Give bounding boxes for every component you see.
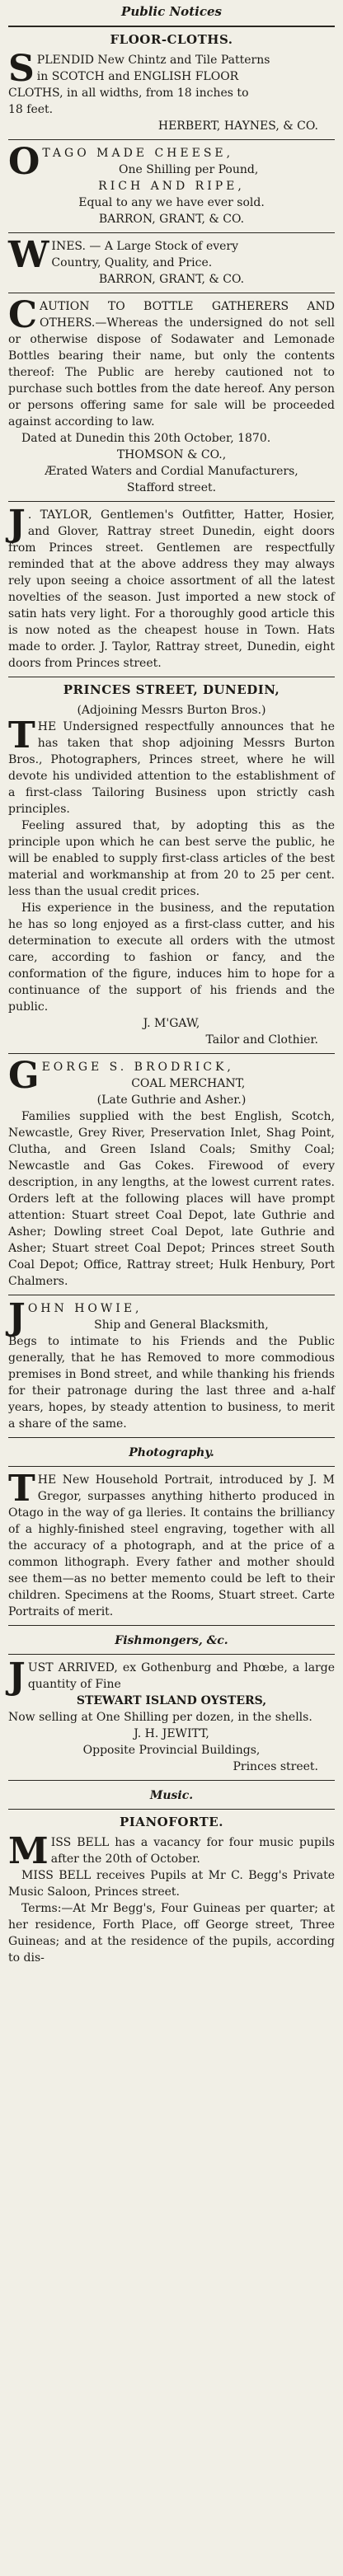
ad-line: TAGO MADE CHEESE, [42, 147, 234, 160]
ad-household-portrait [8, 1468, 335, 1620]
ad-line: INES. — A Large Stock of every [51, 240, 239, 253]
ad-title: PIANOFORTE. [120, 1815, 223, 1829]
drop-cap: W [8, 234, 49, 276]
drop-cap: T [8, 1468, 35, 1510]
ad-signature: HERBERT, HAYNES, & CO. [157, 119, 318, 133]
page-header: Public Notices [121, 4, 222, 19]
ad-floor-cloths [8, 32, 335, 134]
ad-body: AUTION TO BOTTLE GATHERERS AND OTHERS.—Whereas the undersigned do not sell or otherwise dispose of Sodawater and Lemonade Bottles bearing their name, but only the contents thereof: The Public are hereby cautioned not to purchase such bottles from the date hereof. Any person or persons offering same for sale will be proceeded against according to law. [8, 300, 335, 429]
drop-cap: C [8, 294, 38, 336]
drop-cap: M [8, 1830, 49, 1872]
drop-cap: J [8, 1656, 26, 1698]
ad-line: PLENDID New Chintz and Tile Patterns [36, 54, 270, 67]
ad-signature: Opposite Provincial Buildings, [82, 1744, 261, 1757]
section-rule [8, 1654, 335, 1655]
ad-signature: J. M'GAW, [143, 1017, 200, 1030]
ad-paragraph: MISS BELL receives Pupils at Mr C. Begg's Private Music Saloon, Princes street. [8, 1869, 335, 1899]
ad-caution-bottles [8, 294, 335, 496]
ad-paragraph: His experience in the business, and the reputation he has so long enjoyed as a first-class cutter, and his determination to execute all orders with the utmost care, according to fashion or fancy, and the conformation of the figure, induces him to hope for a continuance of the support of his friends and the public. [8, 902, 335, 1014]
ad-signature: Tailor and Clothier. [205, 1033, 318, 1047]
ad-body: Families supplied with the best English, Scotch, Newcastle, Grey River, Preservation Inlet, Shag Point, Clutha, and Green Island Coals; Smithy Coal; Newcastle and Gas Cokes. Firewood of every description, in any lengths, at the lowest current rates. Orders left at the following places will have prompt attention: Stuart street Coal Depot, late Guthrie and Asher; Dowling street Coal Depot, late Guthrie and Asher; Stuart street Coal Depot; Princes street South Coal Depot; Office, Rattray street; Hulk Henbury, Port Chalmers. [8, 1110, 335, 1288]
ad-subtitle: (Adjoining Messrs Burton Bros.) [77, 704, 266, 717]
ad-signature: BARRON, GRANT, & CO. [98, 273, 245, 286]
ad-mgaw-tailor [8, 682, 335, 1048]
ad-line: (Late Guthrie and Asher.) [96, 1094, 247, 1107]
ad-line: COAL MERCHANT, [131, 1077, 246, 1090]
ad-title: PRINCES STREET, DUNEDIN, [63, 682, 280, 697]
ad-body: Now selling at One Shilling per dozen, in the shells. [8, 1711, 312, 1724]
ad-body: HE New Household Portrait, introduced by J. M Gregor, surpasses anything hitherto produced in Otago in the way of ga lleries. It contains the brilliancy of a highly-finished steel engraving, together with all the accuracy of a photograph, and at the price of a common lithograph. Every father and mother should see them—as no better memento could be left to their children. Specimens at the Rooms, Stuart street. Carte Portraits of merit. [8, 1473, 335, 1618]
ad-dated: Dated at Dunedin this 20th October, 1870. [21, 432, 271, 445]
ad-rule [8, 1625, 335, 1626]
ad-brodrick-coal [8, 1055, 335, 1290]
ad-line: UST ARRIVED, ex Gothenburg and Phœbe, a large quantity of Fine [27, 1661, 335, 1691]
section-heading: Fishmongers, &c. [115, 1634, 228, 1647]
ad-signature: BARRON, GRANT, & CO. [98, 213, 245, 226]
ad-paragraph: ISS BELL has a vacancy for four music pupils after the 20th of October. [50, 1836, 335, 1866]
section-rule [8, 1809, 335, 1810]
ad-rule [8, 1437, 335, 1438]
drop-cap: J [8, 1296, 26, 1338]
ad-paragraph: Terms:—At Mr Begg's, Four Guineas per quarter; at her residence, Forth Place, off George street, Three Guineas; and at the residence of the pupils, according to dis- [8, 1902, 335, 1965]
ad-line: in SCOTCH and ENGLISH FLOOR [36, 70, 239, 83]
ad-rule [8, 139, 335, 140]
ad-otago-cheese [8, 141, 335, 227]
header-rule [8, 26, 335, 27]
ad-body: Begs to intimate to his Friends and the Public generally, that he has Removed to more commodious premises in Bond street, and while thanking his friends for their patronage during the last three and a-half years, hopes, by steady attention to business, to merit a share of the same. [8, 1335, 335, 1431]
drop-cap: G [8, 1055, 40, 1097]
ad-howie-blacksmith [8, 1296, 335, 1432]
drop-cap: J [8, 503, 26, 545]
ad-paragraph: Feeling assured that, by adopting this as the principle upon which he can best serve the public, he will be enabled to supply first-class articles of the best material and workmanship at from 20 to 25 per cent. less than the usual credit prices. [8, 819, 335, 898]
ad-stewart-oysters [8, 1656, 335, 1775]
ad-signature: Princes street. [233, 1760, 318, 1773]
ad-line: RICH AND RIPE, [98, 180, 245, 193]
section-rule [8, 1466, 335, 1467]
ad-line: Ship and General Blacksmith, [94, 1318, 269, 1332]
drop-cap: S [8, 48, 35, 90]
ad-line: STEWART ISLAND OYSTERS, [76, 1694, 267, 1707]
ad-line: CLOTHS, in all widths, from 18 inches to [8, 87, 249, 100]
ad-line: 18 feet. [8, 103, 54, 116]
ad-signature: Stafford street. [126, 481, 217, 494]
ad-signature: Ærated Waters and Cordial Manufacturers, [45, 465, 298, 478]
ad-line: Country, Quality, and Price. [51, 256, 213, 269]
ad-wines [8, 234, 335, 288]
ad-rule [8, 1053, 335, 1054]
drop-cap: T [8, 714, 35, 756]
ad-rule [8, 501, 335, 502]
ad-line: One Shilling per Pound, [119, 163, 259, 176]
ad-line: OHN HOWIE, [27, 1302, 143, 1315]
ad-taylor-outfitter [8, 503, 335, 672]
ad-body: . TAYLOR, Gentlemen's Outfitter, Hatter, Hosier, and Glover, Rattray street Dunedin, eight doors from Princes street. Gentlemen are respectfully reminded that at the above address they may always rely upon seeing a choice assortment of all the latest novelties of the season. Just imported a new stock of satin hats very light. For a thoroughly good article this is now noted as the cheapest house in Town. Hats made to order. J. Taylor, Rattray street, Dunedin, eight doors from Princes street. [8, 508, 335, 670]
section-heading: Music. [149, 1789, 194, 1802]
ad-signature: J. H. JEWITT, [134, 1727, 209, 1740]
ad-line: EORGE S. BRODRICK, [41, 1061, 234, 1074]
ad-paragraph: HE Undersigned respectfully announces that he has taken that shop adjoining Messrs Burton Bros., Photographers, Princes street, where he will devote his undivided attention to the establishment of a first-class Tailoring Business upon strictly cash principles. [8, 720, 335, 816]
ad-signature: THOMSON & CO., [116, 448, 227, 461]
ad-rule [8, 1780, 335, 1781]
ad-rule [8, 232, 335, 233]
ad-title: FLOOR-CLOTHS. [110, 32, 233, 47]
section-heading: Photography. [129, 1446, 214, 1459]
drop-cap: O [8, 141, 40, 183]
ad-line: Equal to any we have ever sold. [78, 196, 265, 209]
ad-pianoforte [8, 1815, 335, 1966]
